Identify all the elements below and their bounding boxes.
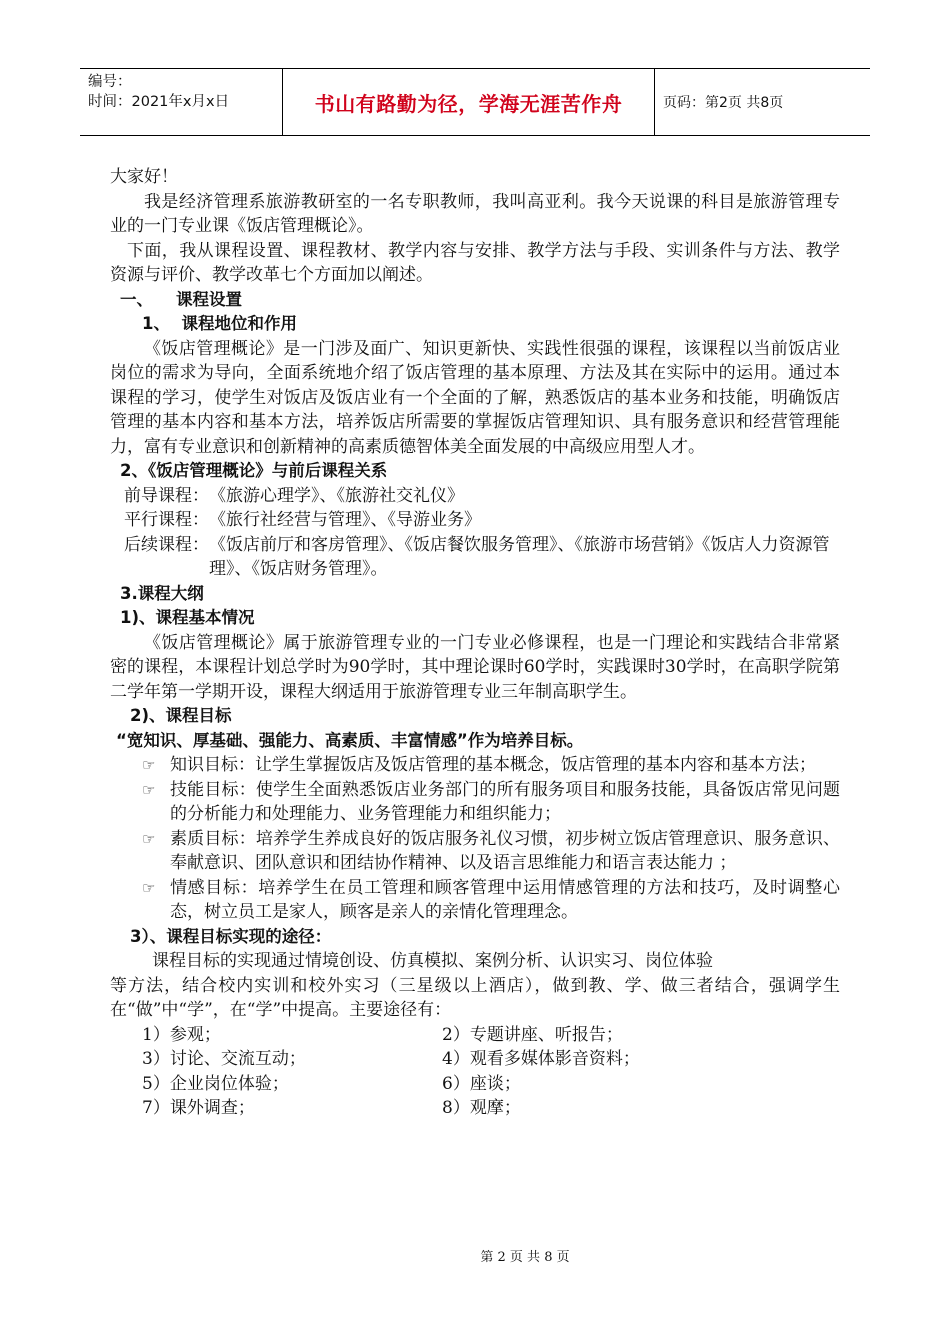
ways-list xyxy=(110,1023,840,1121)
outline-paragraph: 下面，我从课程设置、课程教材、教学内容与安排、教学方法与手段、实训条件与方法、教学资源与评价、教学改革七个方面加以阐述。 xyxy=(110,240,840,285)
greeting: 大家好！ xyxy=(110,167,178,187)
list-item: ☞ 情感目标：培养学生在员工管理和顾客管理中运用情感管理的方法和技巧，及时调整心态，树立员工是家人，顾客是亲人的亲情化管理理念。 xyxy=(110,876,840,925)
list-item: 1）参观； xyxy=(142,1024,221,1045)
date-label: 时间：2021年x月x日 xyxy=(88,94,230,110)
list-item: ☞ 技能目标：使学生全面熟悉饭店业务部门的所有服务项目和服务技能，具备饭店常见问题的分析能力和处理能力、业务管理能力和组织能力； xyxy=(110,778,840,827)
list-item: 2）专题讲座、听报告； xyxy=(442,1024,623,1045)
subsection-heading: 1、 课程地位和作用 xyxy=(142,314,297,333)
parallel-course-value: 《旅行社经营与管理》、《导游业务》 xyxy=(209,510,481,530)
list-item: 6）座谈； xyxy=(442,1073,521,1094)
list-item: 4）观看多媒体影音资料； xyxy=(442,1049,640,1069)
page-footer: 第 2 页 共 8 页 xyxy=(480,1250,570,1265)
prev-course-value: 《旅游心理学》、《旅游社交礼仪》 xyxy=(209,485,464,506)
pointing-hand-icon: ☞ xyxy=(142,756,156,774)
course-relation-row xyxy=(110,533,840,582)
list-item: 3）讨论、交流互动； xyxy=(142,1049,306,1069)
header-left-cell xyxy=(80,69,283,135)
section-heading: 一、 课程设置 xyxy=(120,289,242,309)
paragraph: 课程目标的实现通过情境创设、仿真模拟、案例分析、认识实习、岗位体验 xyxy=(152,951,713,971)
page-label: 页码：第2页 共8页 xyxy=(663,95,784,111)
document-body xyxy=(110,165,840,1121)
subsection-heading: 3）、课程目标实现的途径： xyxy=(130,926,332,946)
course-relation-row xyxy=(110,508,840,533)
header-page-cell xyxy=(655,69,870,135)
motto: 书山有路勤为径，学海无涯苦作舟 xyxy=(314,91,623,116)
list-item: ☞ 素质目标：培养学生养成良好的饭店服务礼仪习惯，初步树立饭店管理意识、服务意识、奉献意识、团队意识和团结协作精神、以及语言思维能力和语言表达能力 ； xyxy=(110,827,840,876)
list-item: 7）课外调查； xyxy=(142,1098,255,1118)
list-item: 8）观摩； xyxy=(442,1098,521,1118)
number-label: 编号： xyxy=(88,74,132,90)
goal-title: “宽知识、厚基础、强能力、高素质、丰富情感”作为培养目标。 xyxy=(116,730,584,750)
header-table xyxy=(80,68,870,136)
subsection-heading: 1)、课程基本情况 xyxy=(120,608,255,627)
next-course-label: 后续课程： xyxy=(124,534,209,555)
list-item: 5）企业岗位体验； xyxy=(142,1073,289,1094)
header-motto-cell xyxy=(283,69,655,135)
subsection-heading: 2、《饭店管理概论》与前后课程关系 xyxy=(120,461,388,480)
section-heading: 3.课程大纲 xyxy=(120,583,204,603)
subsection-heading: 2)、课程目标 xyxy=(130,706,232,725)
paragraph: 《饭店管理概论》是一门涉及面广、知识更新快、实践性很强的课程，该课程以当前饭店业岗位的需求为导向，全面系统地介绍了饭店管理的基本原理、方法及其在实际中的运用。通过本课程的学习，使学生对饭店及饭店业有一个全面的了解，熟悉饭店的基本业务和技能，明确饭店管理的基本内容和基本方法，培养饭店所需要的掌握饭店管理知识、具有服务意识和经营管理能力，富有专业意识和创新精神的高素质德智体美全面发展的中高级应用型人才。 xyxy=(110,338,840,457)
pointing-hand-icon: ☞ xyxy=(142,780,156,799)
list-item: ☞ 知识目标：让学生掌握饭店及饭店管理的基本概念，饭店管理的基本内容和基本方法； xyxy=(110,753,840,778)
prev-course-label: 前导课程： xyxy=(124,485,209,506)
course-relation-row xyxy=(110,484,840,509)
paragraph: 等方法，结合校内实训和校外实习（三星级以上酒店），做到教、学、做三者结合，强调学生在“做”中“学”，在“学”中提高。主要途径有： xyxy=(110,975,840,1020)
parallel-course-label: 平行课程： xyxy=(124,510,209,530)
paragraph: 《饭店管理概论》属于旅游管理专业的一门专业必修课程，也是一门理论和实践结合非常紧密的课程，本课程计划总学时为90学时，其中理论课时60学时，实践课时30学时，在高职学院第二学年第一学期开设，课程大纲适用于旅游管理专业三年制高职学生。 xyxy=(110,632,840,702)
pointing-hand-icon: ☞ xyxy=(142,829,156,848)
pointing-hand-icon: ☞ xyxy=(142,878,156,897)
next-course-value: 《饭店前厅和客房管理》、《饭店餐饮服务管理》、《旅游市场营销》《饭店人力资源管理》、《饭店财务管理》。 xyxy=(209,534,830,579)
intro-paragraph: 我是经济管理系旅游教研室的一名专职教师，我叫高亚利。我今天说课的科目是旅游管理专业的一门专业课《饭店管理概论》。 xyxy=(110,191,840,236)
